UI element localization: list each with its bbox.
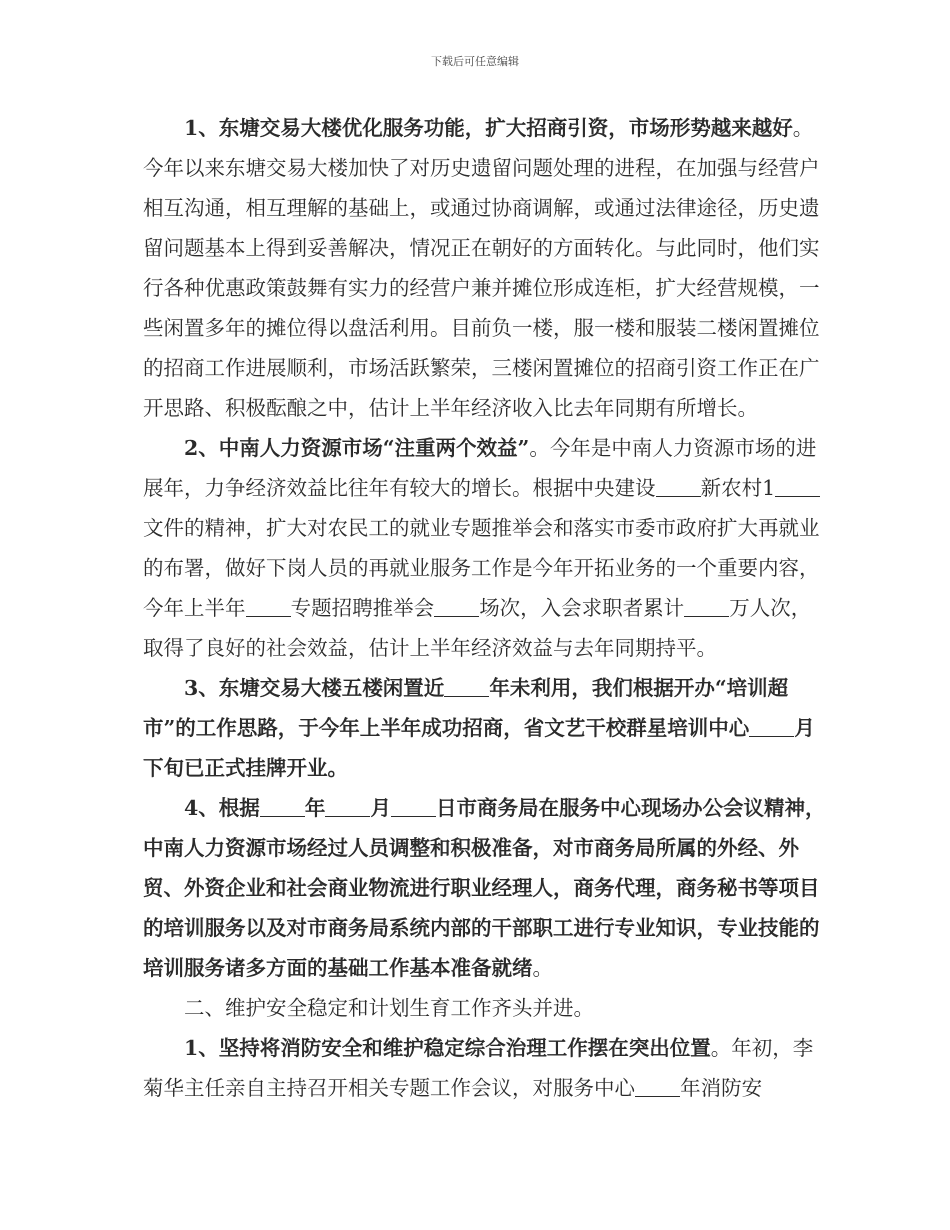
paragraph-2-text: 文件的精神，扩大对农民工的就业专题推举会和落实市委市政府扩大再就业的布署，做好下岗人员的再就业服务工作是今年开拓业务的一个重要内容，今年上半年	[143, 516, 820, 620]
paragraph-3-text: 年未利用，我们根据开办“培训超市”的工作思路，于今年上半年成功招商，省文艺干校群星培训中心	[143, 676, 789, 740]
blank	[325, 796, 370, 818]
blank	[434, 596, 479, 618]
paragraph-4-heading	[143, 796, 826, 980]
paragraph-4-text: 日市商务局在服务中心现场办公会议精神，中南人力资源市场经过人员调整和积极准备，对市商务局所属的外经、外贸、外资企业和社会商业物流进行职业经理人，商务代理，商务秘书等项目的培训服务以及对市商务局系统内部的干部职工进行专业知识，专业技能的培训服务诸多方面的基础工作基本准备就绪	[143, 796, 826, 980]
paragraph-2-heading: 2、中南人力资源市场“注重两个效益”	[184, 436, 530, 460]
paragraph-4-end: 。	[532, 956, 553, 980]
paragraph-1-heading: 1、东塘交易大楼优化服务功能，扩大招商引资，市场形势越来越好	[184, 116, 793, 140]
section-heading-2: 二、维护安全稳定和计划生育工作齐头并进。	[184, 996, 594, 1020]
paragraph-2-text: 万人次，取得了良好的社会效益，估计上半年经济效益与去年同期持平。	[143, 596, 812, 660]
paragraph-3-text: 月下旬已正式挂牌开业。	[143, 716, 815, 780]
blank	[749, 716, 794, 738]
document-body	[143, 108, 826, 1108]
paragraph-1	[143, 108, 826, 428]
blank	[775, 476, 820, 498]
paragraph-4-text: 4、根据	[184, 796, 260, 820]
paragraph-2-text: 场次，入会求职者累计	[479, 596, 685, 620]
blank	[684, 596, 729, 618]
paragraph-6	[143, 1028, 826, 1108]
paragraph-6-heading: 1、坚持将消防安全和维护稳定综合治理工作摆在突出位置	[184, 1036, 711, 1060]
paragraph-2-text: 新农村1	[700, 476, 776, 500]
page-header: 下载后可任意编辑	[431, 55, 519, 68]
paragraph-2-text: 专题招聘推举会	[290, 596, 435, 620]
blank	[656, 476, 701, 498]
paragraph-3	[143, 668, 826, 788]
paragraph-6-text: 年消防安	[680, 1076, 763, 1100]
paragraph-4	[143, 788, 826, 988]
blank	[391, 796, 436, 818]
blank	[260, 796, 305, 818]
blank	[635, 1076, 680, 1098]
paragraph-6-text: 。年初，李菊华主任亲自主持召开相关专题工作会议，对服务中心	[143, 1036, 814, 1100]
paragraph-4-text: 月	[370, 796, 391, 820]
blank	[444, 676, 489, 698]
blank	[246, 596, 291, 618]
paragraph-1-text: 。今年以来东塘交易大楼加快了对历史遗留问题处理的进程，在加强与经营户相互沟通，相互理解的基础上，或通过协商调解，或通过法律途径，历史遗留问题基本上得到妥善解决，情况正在朝好的方面转化。与此同时，他们实行各种优惠政策鼓舞有实力的经营户兼并摊位形成连柜，扩大经营规模，一些闲置多年的摊位得以盘活利用。目前负一楼，服一楼和服装二楼闲置摊位的招商工作进展顺利，市场活跃繁荣，三楼闲置摊位的招商引资工作正在广开思路、积极酝酿之中，估计上半年经济收入比去年同期有所增长。	[143, 116, 820, 420]
paragraph-2-text: 。今年是中南人力资源市场的进展年，力争经济效益比往年有较大的增长。根据中央建设	[143, 436, 817, 500]
paragraph-4-text: 年	[304, 796, 326, 820]
paragraph-2	[143, 428, 826, 668]
paragraph-3-text: 3、东塘交易大楼五楼闲置近	[184, 676, 445, 700]
